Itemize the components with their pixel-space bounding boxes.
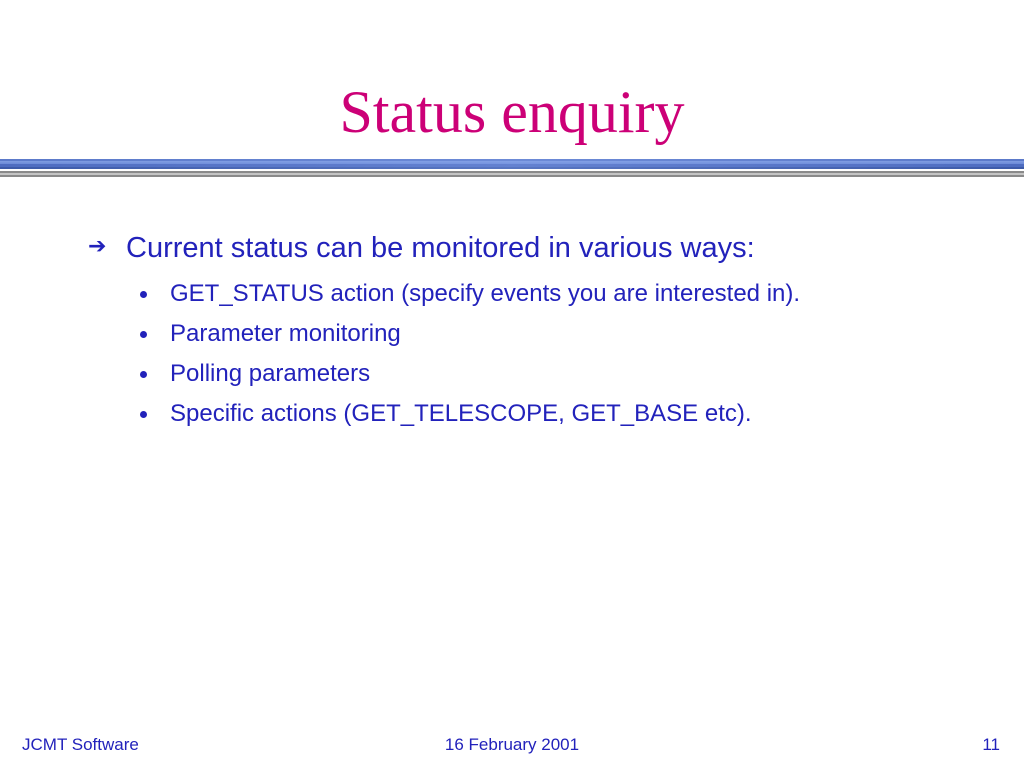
sub-bullet-list (88, 274, 988, 434)
main-bullet (88, 228, 988, 268)
sub-bullet-item (140, 394, 988, 434)
bullet-dot-icon (140, 371, 147, 378)
sub-bullet-text: Polling parameters (170, 360, 371, 387)
sub-bullet-text: GET_STATUS action (specify events you are interested in). (170, 280, 801, 307)
bullet-dot-icon (140, 291, 147, 298)
bullet-dot-icon (140, 411, 147, 418)
slide-title: Status enquiry (339, 79, 685, 145)
slide-content (88, 228, 988, 434)
footer-page-number: 11 (982, 735, 1000, 754)
sub-bullet-text: Specific actions (GET_TELESCOPE, GET_BASE etc). (170, 400, 752, 427)
sub-bullet-item (140, 274, 988, 314)
title-divider-grey (0, 171, 1024, 177)
main-bullet-text: Current status can be monitored in various ways: (126, 232, 755, 264)
title-divider-blue (0, 159, 1024, 169)
sub-bullet-item (140, 314, 988, 354)
sub-bullet-text: Parameter monitoring (170, 320, 401, 347)
bullet-dot-icon (140, 331, 147, 338)
footer-left-text: JCMT Software (22, 735, 139, 754)
sub-bullet-item (140, 354, 988, 394)
footer-date: 16 February 2001 (444, 735, 580, 754)
right-arrow-icon: ➔ (88, 234, 107, 259)
